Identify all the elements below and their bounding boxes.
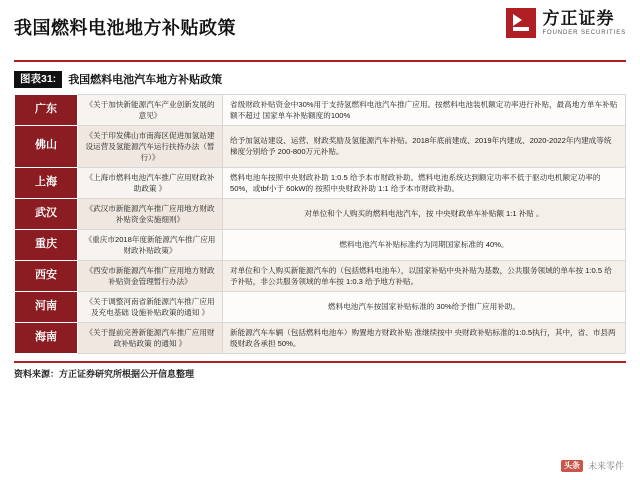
detail-cell: 燃料电池汽车补贴标准约为同期国家标准的 40%。	[223, 229, 626, 260]
policy-cell: 《关于调整河南省新能源汽车推广应用及充电基础 设施补贴政策的通知 》	[78, 291, 223, 322]
table-row	[15, 229, 626, 260]
figure-number: 图表31:	[14, 71, 62, 88]
region-cell: 广东	[15, 94, 78, 125]
table-row	[15, 94, 626, 125]
policy-cell: 《关于加快新能源汽车产业创新发展的意见》	[78, 94, 223, 125]
table-row	[15, 167, 626, 198]
table-row	[15, 198, 626, 229]
policy-cell: 《上海市燃料电池汽车推广应用财政补助政策 》	[78, 167, 223, 198]
watermark-text: 未来零件	[587, 461, 624, 471]
region-cell: 河南	[15, 291, 78, 322]
founder-triangle-logo-icon	[506, 8, 536, 38]
brand-name-cn: 方正证券	[542, 8, 615, 28]
policy-cell: 《关于提前完善新能源汽车推广应用财政补贴政策 的通知 》	[78, 322, 223, 353]
detail-cell: 燃料电池汽车按国家补贴标准的 30%给予推广应用补助。	[223, 291, 626, 322]
brand-name-en: FOUNDER SECURITIES	[542, 29, 626, 36]
detail-cell: 省级财政补贴资金中30%用于支持氢燃料电池汽车推广应用。按燃料电池装机额定功率进行补贴，最高地方单车补贴额不超过 国家单车补贴额度的100%	[223, 94, 626, 125]
policy-cell: 《西安市新能源汽车推广应用地方财政补贴资金管理暂行办法》	[78, 260, 223, 291]
detail-cell: 给予加氢站建设、运营、财政奖励及氢能源汽车补贴。2018年底前建成、2019年内建成、2020-2022年内建成等统梯度分别给予 200-800万元补贴。	[223, 125, 626, 167]
region-cell: 佛山	[15, 125, 78, 167]
table-row	[15, 260, 626, 291]
figure-title: 我国燃料电池汽车地方补贴政策	[68, 74, 223, 87]
policy-cell: 《重庆市2018年度新能源汽车推广应用财政补贴政策》	[78, 229, 223, 260]
region-cell: 重庆	[15, 229, 78, 260]
brand-logo	[506, 8, 626, 38]
table-row	[15, 291, 626, 322]
detail-cell: 对单位和个人购买的燃料电池汽车，按 中央财政单车补贴额 1:1 补贴 。	[223, 198, 626, 229]
region-cell: 上海	[15, 167, 78, 198]
region-cell: 武汉	[15, 198, 78, 229]
brand-logo-text	[542, 10, 626, 36]
table-caption	[14, 71, 626, 88]
watermark-badge: 头条	[561, 460, 583, 472]
region-cell: 西安	[15, 260, 78, 291]
source-note: 资料来源：方正证券研究所根据公开信息整理	[14, 361, 626, 380]
watermark	[561, 459, 624, 472]
header-divider	[14, 60, 626, 62]
page-title: 我国燃料电池地方补贴政策	[14, 18, 236, 38]
table-row	[15, 125, 626, 167]
policy-table	[14, 94, 626, 354]
page-header	[14, 0, 626, 58]
policy-cell: 《关于印发佛山市南海区促进加氢站建设运营及氢能源汽车运行扶持办法（暂行）》	[78, 125, 223, 167]
policy-cell: 《武汉市新能源汽车推广应用地方财政补贴资金实施细则》	[78, 198, 223, 229]
detail-cell: 燃料电池车按照中央财政补助 1:0.5 给予本市财政补助。燃料电池系统达到额定功率不低于驱动电机额定功率的 50%，或tbf小于 60kW的 按照中央财政补助 1:1 给予本市财政补助。	[223, 167, 626, 198]
detail-cell: 新能源汽车车辆（包括燃料电池车）购置地方财政补贴 准继续按中 央财政补贴标准的1:0.5执行，其中，省、市县两级财政各承担 50%。	[223, 322, 626, 353]
detail-cell: 对单位和个人购买新能源汽车的（包括燃料电池车），以国家补贴中央补贴为基数，公共服务领域的单车按 1:0.5 给予补贴，非公共服务领域的单车按 1:0.3 给予地方补贴。	[223, 260, 626, 291]
region-cell: 海南	[15, 322, 78, 353]
table-row	[15, 322, 626, 353]
